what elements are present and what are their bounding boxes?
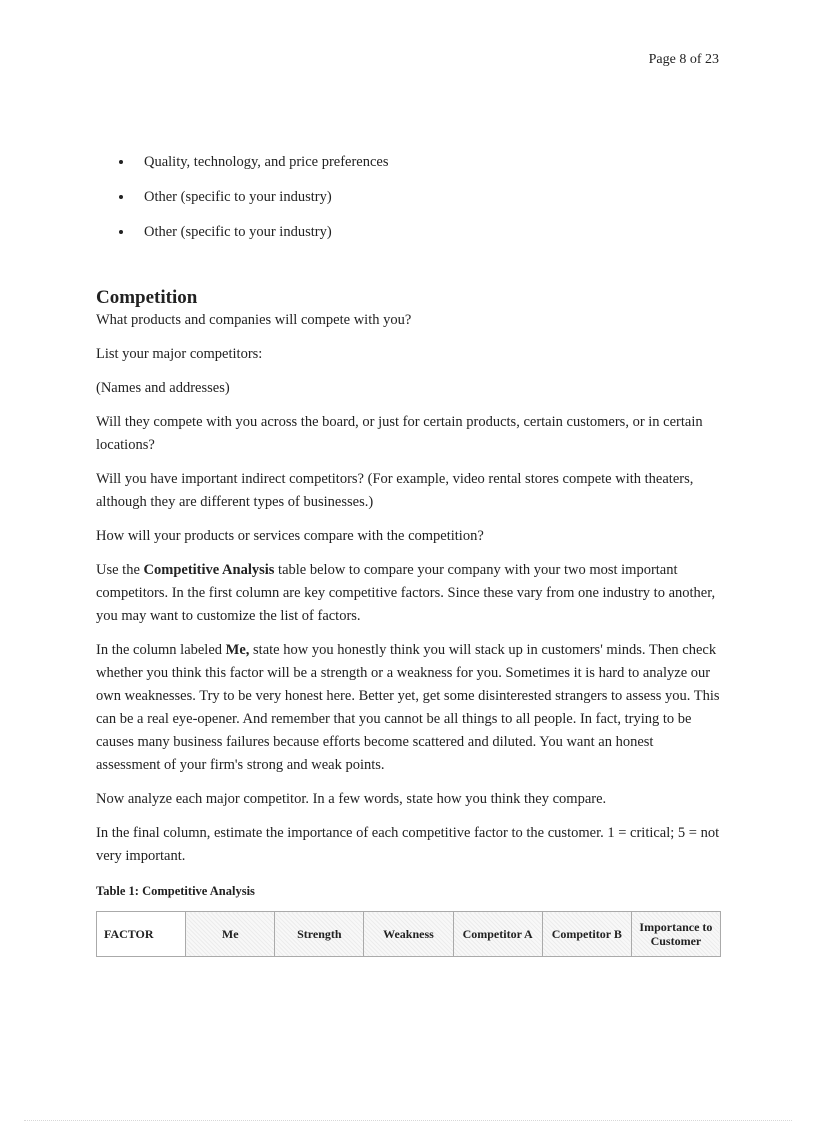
header-cell-factor: FACTOR [97,912,186,957]
paragraph: What products and companies will compete with you? [96,312,412,328]
list-item [96,150,720,185]
table-header-row [97,912,721,957]
competitive-analysis-table [96,911,721,957]
document-body [96,150,720,957]
header-cell-competitor-a: Competitor A [453,912,542,957]
paragraph [96,639,720,777]
paragraph-text: Use the [96,562,144,578]
header-cell-me: Me [186,912,275,957]
paragraph-text: table below to compare your company with your two most important competitors. In the first column are key competitive factors. Since these vary from one industry to another, you may want to customize the list of factors. [96,562,716,624]
bold-term: Competitive Analysis [143,562,275,578]
header-cell-importance: Importance to Customer [631,912,720,957]
list-item-text: Other (specific to your industry) [144,224,332,240]
paragraph: How will your products or services compare with the competition? [96,528,484,544]
bold-term: Me, [225,642,250,658]
paragraph-text: state how you honestly think you will stack up in customers' minds. Then check whether you think this factor will be a strength or a weakness for you. Sometimes it is hard to analyze our own weaknesses. Try to be very honest here. Better yet, get some disinterested strangers to assess you. This can be a real eye-opener. And remember that you cannot be all things to all people. In fact, trying to be causes many business failures because efforts become scattered and diluted. You want an honest assessment of your firm's strong and weak points. [96,642,720,773]
list-item [96,185,720,220]
list-item [96,220,720,255]
bullet-icon [119,195,123,199]
bullet-icon [119,230,123,234]
section-heading: Competition [96,287,198,308]
paragraph: Will you have important indirect competitors? (For example, video rental stores compete with theaters, although they are different types of businesses.) [96,471,694,510]
list-item-text: Other (specific to your industry) [144,189,332,205]
table-caption: Table 1: Competitive Analysis [96,884,255,898]
header-cell-strength: Strength [275,912,364,957]
bullet-list [96,150,720,255]
list-item-text: Quality, technology, and price preferences [144,154,389,170]
bullet-icon [119,160,123,164]
paragraph: (Names and addresses) [96,380,230,396]
paragraph: Will they compete with you across the board, or just for certain products, certain customers, or in certain locations? [96,414,703,453]
header-cell-weakness: Weakness [364,912,453,957]
page-number: Page 8 of 23 [648,52,719,67]
paragraph: Now analyze each major competitor. In a few words, state how you think they compare. [96,791,607,807]
page-bottom-divider [24,1120,792,1121]
header-cell-competitor-b: Competitor B [542,912,631,957]
paragraph [96,559,720,628]
paragraph-text: In the column labeled [96,642,226,658]
paragraph: List your major competitors: [96,346,263,362]
paragraph: In the final column, estimate the importance of each competitive factor to the customer. 1 = critical; 5 = not very important. [96,825,720,864]
